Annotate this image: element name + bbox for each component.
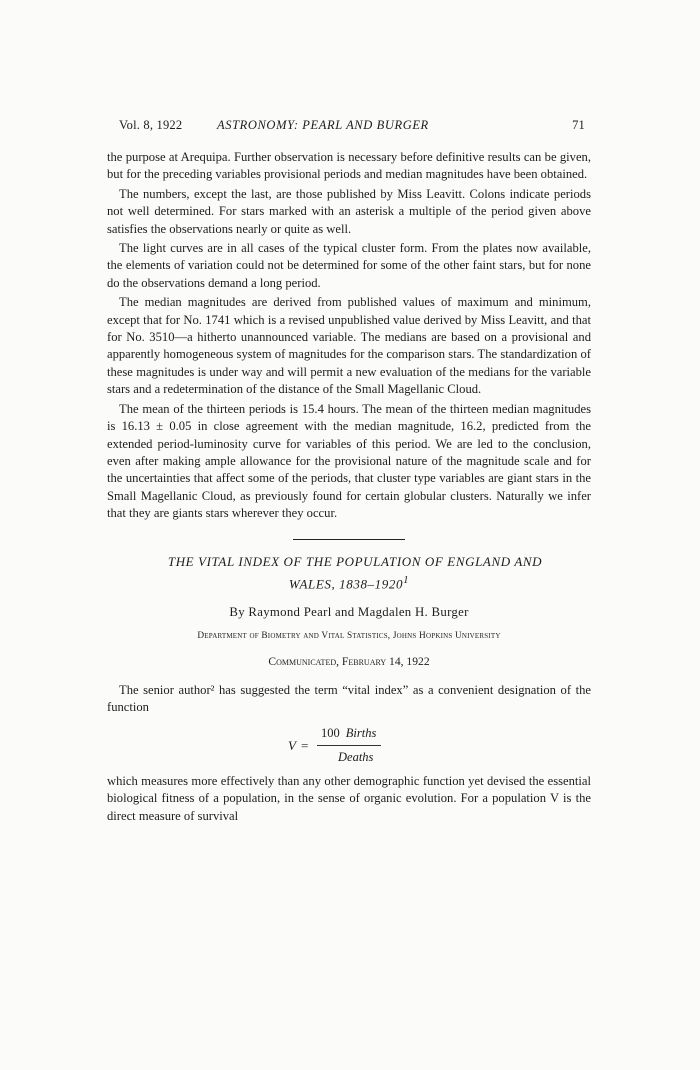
article-title-line-1: THE VITAL INDEX OF THE POPULATION OF ENGLAND AND	[167, 553, 543, 569]
numerator-word: Births	[345, 725, 377, 740]
vital-index-equation	[107, 723, 591, 767]
equation-numerator	[321, 725, 376, 742]
paragraph-median-magnitudes: The median magnitudes are derived from published values of maximum and minimum, except that for No. 1741 which is a revised unpublished value derived by Miss Leavitt, and that for No. 3510—a hitherto unannounced variable. The medians are based on a provisional and apparently homogeneous system of magnitudes for the comparison stars. The standardization of these magnitudes is under way and will permit a new evaluation of the medians for the variable stars and a redetermination of the distance of the Small Magellanic Cloud.	[107, 295, 591, 397]
paragraph-continuation: the purpose at Arequipa. Further observation is necessary before definitive results can be given, but for the preceding variables provisional periods and median magnitudes have been obtained.	[107, 150, 591, 182]
fraction-bar	[317, 745, 381, 746]
paragraph-numbers: The numbers, except the last, are those published by Miss Leavitt. Colons indicate periods not well determined. For stars marked with an asterisk a multiple of the period given above satisfies the observations nearly or quite as well.	[107, 186, 591, 236]
communicated-date: Communicated, February 14, 1922	[268, 654, 430, 668]
article-title	[107, 552, 591, 593]
paragraph-intro: The senior author² has suggested the term “vital index” as a convenient designation of the function	[107, 683, 591, 715]
paragraph-conclusion: The mean of the thirteen periods is 15.4 hours. The mean of the thirteen median magnitudes is 16.13 ± 0.05 in close agreement with the median magnitude, 16.2, predicted from the extended period-luminosity curve for variables of this period. We are led to the conclusion, even after making ample allowance for the provisional nature of the magnitude scale and for the uncertainties that affect some of the periods, that cluster type variables are giant stars in the Small Magellanic Cloud, as previously found for certain globular clusters. Naturally we infer that they are giants stars wherever they occur.	[107, 401, 591, 521]
byline: By Raymond Pearl and Magdalen H. Burger	[229, 604, 469, 619]
title-footnote-mark: 1	[403, 573, 410, 586]
page-number: 71	[572, 118, 585, 132]
paragraph-after-equation: which measures more effectively than any other demographic function yet devised the essential biological fitness of a population, in the sense of organic evolution. For a population V is the direct measure of survival	[107, 773, 591, 823]
article-body	[107, 149, 591, 825]
paragraph-light-curves: The light curves are in all cases of the typical cluster form. From the plates now available, the elements of variation could not be determined for some of the other faint stars, but for none do the observations demand a long period.	[107, 241, 591, 290]
equation-denominator: Deaths	[338, 749, 374, 764]
department-affiliation: Department of Biometry and Vital Statistics, Johns Hopkins University	[197, 631, 501, 642]
numerator-number: 100	[321, 725, 340, 740]
volume-label: Vol. 8, 1922	[119, 118, 183, 132]
equation-equals: =	[301, 737, 309, 753]
section-divider	[293, 539, 405, 540]
running-title: ASTRONOMY: PEARL AND BURGER	[217, 118, 429, 132]
article-title-line-2: WALES, 1838–1920	[288, 575, 404, 591]
running-head	[119, 118, 585, 136]
equation-lhs: V	[288, 737, 296, 753]
